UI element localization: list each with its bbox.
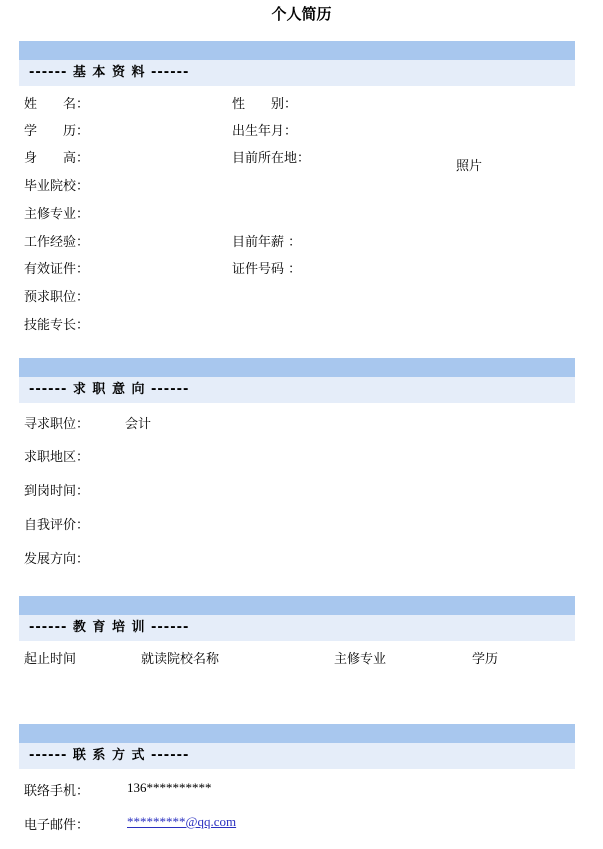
birth-date-label: 出生年月： <box>232 124 298 139</box>
email-label: 电子邮件： <box>24 818 90 833</box>
self-evaluation-label: 自我评价： <box>24 518 90 533</box>
photo-placeholder: 照片 <box>456 159 483 174</box>
section-education <box>19 596 575 641</box>
section-heading-basic: ------ 基 本 资 料 ------ <box>19 60 575 86</box>
section-basic-info <box>19 41 575 86</box>
phone-value: 136********** <box>127 780 212 795</box>
section-heading-job: ------ 求 职 意 向 ------ <box>19 377 575 403</box>
experience-label: 工作经验： <box>24 235 90 250</box>
id-document-label: 有效证件： <box>24 262 90 277</box>
education-column-header: 学历 <box>472 652 499 667</box>
height-label: 身 高： <box>24 151 90 166</box>
section-heading-education: ------ 教 育 培 训 ------ <box>19 615 575 641</box>
career-direction-label: 发展方向： <box>24 552 90 567</box>
email-link[interactable]: *********@qq.com <box>127 814 237 829</box>
school-label: 毕业院校： <box>24 179 90 194</box>
section-bar <box>19 724 575 743</box>
location-label: 目前所在地： <box>232 151 311 166</box>
section-bar <box>19 41 575 60</box>
education-column-header: 就读院校名称 <box>141 652 220 667</box>
id-number-label: 证件号码 ： <box>232 262 302 277</box>
education-column-header: 起止时间 <box>24 652 77 667</box>
section-contact <box>19 724 575 769</box>
document-title: 个人简历 <box>271 5 332 23</box>
salary-label: 目前年薪 ： <box>232 235 302 250</box>
section-job-intention <box>19 358 575 403</box>
skills-label: 技能专长： <box>24 318 90 333</box>
phone-label: 联络手机： <box>24 784 90 799</box>
section-bar <box>19 358 575 377</box>
arrival-time-label: 到岗时间： <box>24 484 90 499</box>
major-label: 主修专业： <box>24 207 90 222</box>
desired-position-label: 预求职位： <box>24 290 90 305</box>
section-bar <box>19 596 575 615</box>
education-level-label: 学 历： <box>24 124 90 139</box>
seek-position-label: 寻求职位： <box>24 417 90 432</box>
job-region-label: 求职地区： <box>24 450 90 465</box>
seek-position-value: 会计 <box>125 417 152 432</box>
education-column-header: 主修专业 <box>334 652 387 667</box>
section-heading-contact: ------ 联 系 方 式 ------ <box>19 743 575 769</box>
gender-label: 性 别： <box>232 97 298 112</box>
name-label: 姓 名： <box>24 97 90 112</box>
